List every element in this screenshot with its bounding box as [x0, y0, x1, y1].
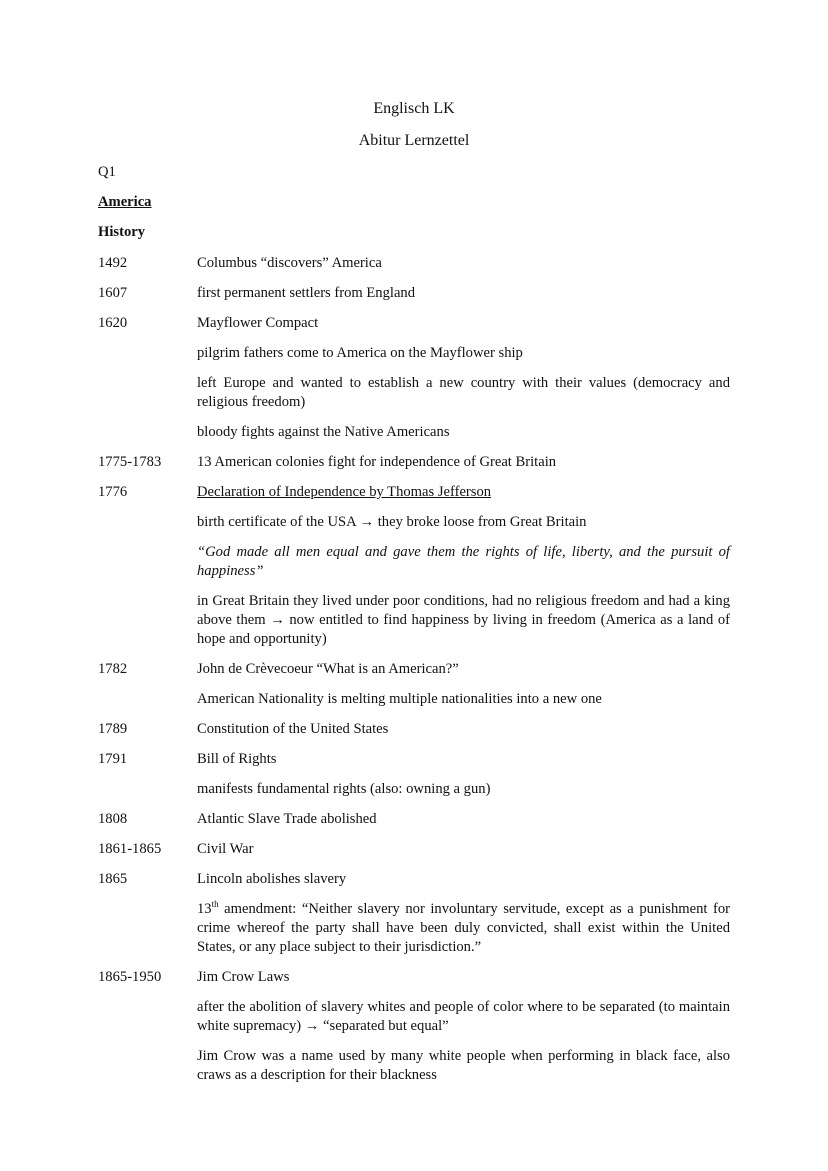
- entry-text: first permanent settlers from England: [197, 285, 416, 301]
- entry-date: [98, 423, 197, 442]
- entry-text: bloody fights against the Native Americans: [197, 424, 450, 440]
- entry-date: [98, 780, 197, 799]
- entry-date: [98, 900, 197, 957]
- entry-text: Bill of Rights: [197, 751, 277, 767]
- declaration-quote: “God made all men equal and gave them the rights of life, liberty, and the pursuit of happiness”: [197, 544, 730, 579]
- entry-date: [98, 998, 197, 1036]
- entry-date: [98, 690, 197, 709]
- entry-date: 1865-1950: [98, 969, 162, 985]
- entry-date: 1775-1783: [98, 454, 162, 470]
- timeline-entry: [98, 314, 730, 333]
- timeline-entry: [98, 513, 730, 532]
- timeline-entry: [98, 840, 730, 859]
- entry-text: Jim Crow was a name used by many white people when performing in black face, also craws as a description for their blackness: [197, 1048, 730, 1083]
- subtopic-heading: History: [98, 224, 146, 240]
- timeline-entry: [98, 690, 730, 709]
- entry-text: left Europe and wanted to establish a new country with their values (democracy and religious freedom): [197, 375, 730, 410]
- ordinal-suffix: th: [211, 899, 219, 910]
- entry-text: in Great Britain they lived under poor conditions, had no religious freedom and had a king above them → now entitled to find happiness by living in freedom (America as a land of hope and opportunity): [197, 593, 730, 647]
- entry-text: American Nationality is melting multiple nationalities into a new one: [197, 691, 602, 707]
- entry-text: Lincoln abolishes slavery: [197, 871, 347, 887]
- entry-date: [98, 344, 197, 363]
- timeline-entry: [98, 453, 730, 472]
- document-subtitle: Abitur Lernzettel: [358, 132, 470, 149]
- entry-date: 1620: [98, 315, 128, 331]
- entry-text: Civil War: [197, 841, 254, 857]
- timeline-entry: [98, 998, 730, 1036]
- entry-date: [98, 543, 197, 581]
- entry-text: Constitution of the United States: [197, 721, 389, 737]
- entry-date: 1607: [98, 285, 128, 301]
- entry-date: 1861-1865: [98, 841, 162, 857]
- semester-label: Q1: [98, 164, 116, 180]
- timeline-entry: [98, 720, 730, 739]
- timeline-entry: [98, 423, 730, 442]
- timeline-entry: [98, 900, 730, 957]
- entry-date: 1808: [98, 811, 128, 827]
- timeline-entry: [98, 483, 730, 502]
- entry-text: manifests fundamental rights (also: owning a gun): [197, 781, 491, 797]
- timeline-entry: [98, 1047, 730, 1085]
- timeline-entry: [98, 284, 730, 303]
- timeline-entry: [98, 254, 730, 273]
- timeline-entry: [98, 780, 730, 799]
- timeline-entry: [98, 344, 730, 363]
- entry-date: 1865: [98, 871, 128, 887]
- entry-date: [98, 374, 197, 412]
- document-title: Englisch LK: [373, 100, 455, 117]
- entry-text: Mayflower Compact: [197, 315, 319, 331]
- entry-date: 1789: [98, 721, 128, 737]
- entry-date: 1782: [98, 661, 128, 677]
- topic-heading: America: [98, 194, 152, 210]
- entry-text: after the abolition of slavery whites and people of color where to be separated (to maintain white supremacy) → “separated but equal”: [197, 999, 730, 1034]
- entry-date: [98, 513, 197, 532]
- timeline-entry: [98, 660, 730, 679]
- entry-date: 1776: [98, 484, 128, 500]
- history-timeline: [98, 254, 730, 1096]
- entry-text: pilgrim fathers come to America on the Mayflower ship: [197, 345, 523, 361]
- entry-text: 13 American colonies fight for independence of Great Britain: [197, 454, 557, 470]
- entry-text: Columbus “discovers” America: [197, 255, 382, 271]
- entry-date: [98, 592, 197, 649]
- entry-date: 1492: [98, 255, 128, 271]
- timeline-entry: [98, 592, 730, 649]
- entry-text: John de Crèvecoeur “What is an American?”: [197, 661, 459, 677]
- entry-date: [98, 1047, 197, 1085]
- declaration-heading: Declaration of Independence by Thomas Jefferson: [197, 484, 492, 500]
- timeline-entry: [98, 374, 730, 412]
- entry-text: Atlantic Slave Trade abolished: [197, 811, 377, 827]
- timeline-entry: [98, 810, 730, 829]
- timeline-entry: [98, 543, 730, 581]
- entry-text: birth certificate of the USA → they broke loose from Great Britain: [197, 514, 587, 530]
- amendment-text: [197, 900, 730, 957]
- amendment-number: 13: [197, 901, 212, 917]
- timeline-entry: [98, 750, 730, 769]
- amendment-quote: amendment: “Neither slavery nor involuntary servitude, except as a punishment for crime whereof the party shall have been duly convicted, shall exist within the United States, or any place subject to their jurisdiction.”: [197, 901, 730, 955]
- timeline-entry: [98, 968, 730, 987]
- timeline-entry: [98, 870, 730, 889]
- entry-date: 1791: [98, 751, 128, 767]
- entry-text: Jim Crow Laws: [197, 969, 290, 985]
